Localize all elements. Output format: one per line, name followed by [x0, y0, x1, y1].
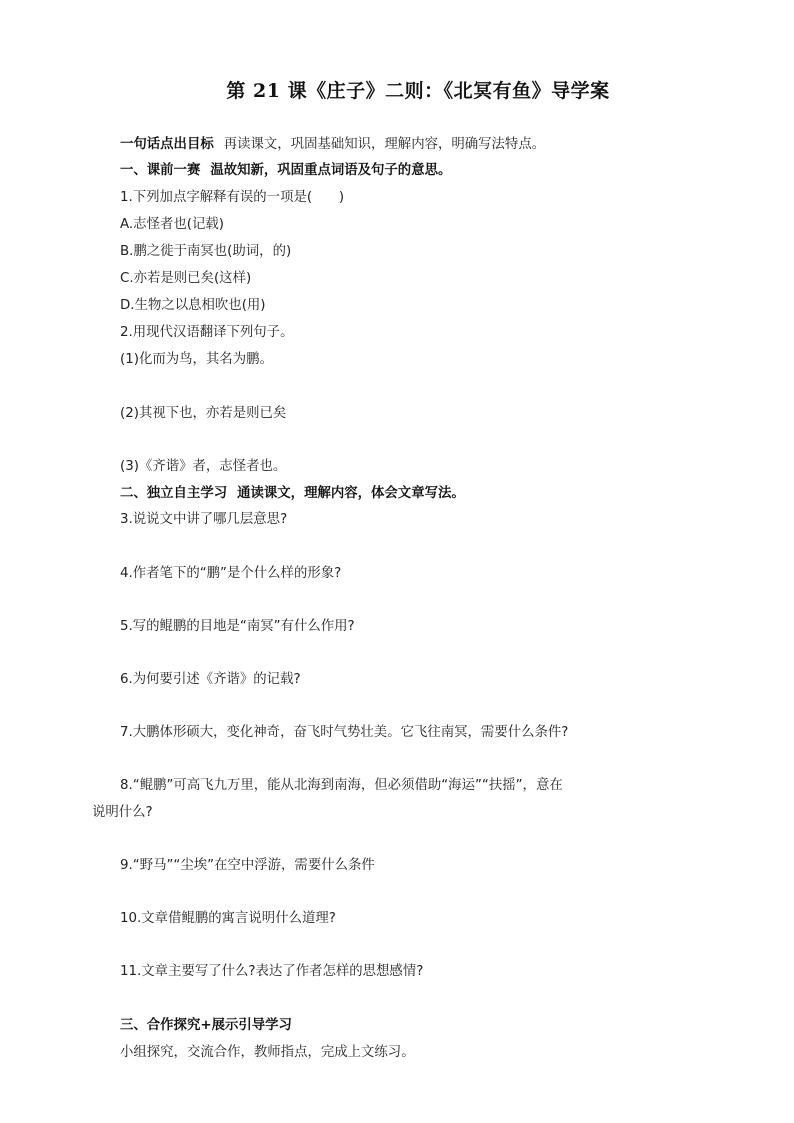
question-8-line-1: 8.“鲲鹏”可高飞九万里，能从北海到南海，但必须借助“海运”“扶摇”，意在 [120, 778, 563, 793]
page-title: 第 21 课《庄子》二则：《北冥有鱼》导学案 [226, 80, 610, 102]
question-1-option-d: D.生物之以息相吹也(用) [120, 298, 266, 313]
section2-subheading: 通读课文，理解内容，体会文章写法。 [237, 486, 465, 501]
question-1: 1.下列加点字解释有误的一项是( ) [120, 190, 345, 205]
question-8-line-2: 说明什么? [92, 805, 153, 820]
question-7: 7.大鹏体形硕大，变化神奇，奋飞时气势壮美。它飞往南冥，需要什么条件? [120, 725, 569, 740]
question-1-option-c: C.亦若是则已矣(这样) [120, 271, 252, 286]
goal-line [120, 136, 545, 154]
question-11: 11.文章主要写了什么?表达了作者怎样的思想感情? [120, 964, 424, 979]
question-2-item-3: (3)《齐谐》者，志怪者也。 [120, 459, 287, 474]
section2-heading-line [120, 485, 465, 503]
question-2-item-1: (1)化而为鸟，其名为鹏。 [120, 352, 273, 367]
question-2-item-2: (2)其视下也，亦若是则已矣 [120, 406, 287, 421]
section3-text: 小组探究，交流合作，教师指点，完成上文练习。 [120, 1045, 415, 1060]
question-1-option-a: A.志怪者也(记载) [120, 217, 224, 232]
question-5: 5.写的鲲鹏的目地是“南冥”有什么作用? [120, 619, 355, 634]
section1-heading-line [120, 162, 451, 180]
goal-text: 再读课文，巩固基础知识，理解内容，明确写法特点。 [223, 137, 546, 152]
section3-heading: 三、合作探究+展示引导学习 [120, 1018, 292, 1033]
goal-label: 一句话点出目标 [120, 137, 214, 152]
section2-heading: 二、独立自主学习 [120, 486, 228, 501]
question-4: 4.作者笔下的“鹏”是个什么样的形象? [120, 566, 342, 581]
question-1-option-b: B.鹏之徙于南冥也(助词，的) [120, 244, 292, 259]
question-9: 9.“野马”“尘埃”在空中浮游，需要什么条件 [120, 858, 375, 873]
question-6: 6.为何要引述《齐谐》的记载? [120, 672, 301, 687]
question-10: 10.文章借鲲鹏的寓言说明什么道理? [120, 911, 336, 926]
question-2: 2.用现代汉语翻译下列句子。 [120, 325, 294, 340]
question-3: 3.说说文中讲了哪几层意思? [120, 512, 288, 527]
section1-heading: 一、课前一赛 [120, 163, 201, 178]
section1-subheading: 温故知新，巩固重点词语及句子的意思。 [210, 163, 452, 178]
